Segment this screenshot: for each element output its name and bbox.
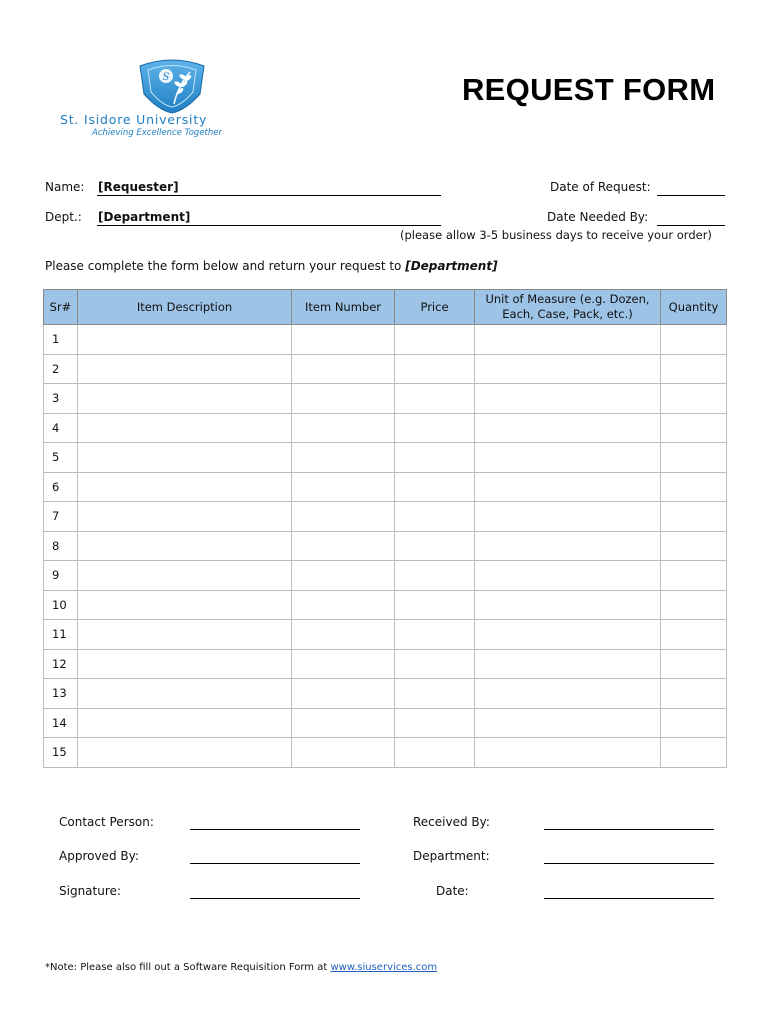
date-needed-label: Date Needed By: [547,210,649,224]
item-description-cell[interactable] [78,443,292,473]
item-description-cell[interactable] [78,325,292,355]
item-description-cell[interactable] [78,708,292,738]
dept-label: Dept.: [45,210,82,224]
price-cell[interactable] [395,590,475,620]
unit-of-measure-cell[interactable] [475,531,661,561]
unit-of-measure-cell[interactable] [475,502,661,532]
unit-of-measure-cell[interactable] [475,649,661,679]
footnote [45,962,437,973]
column-header-unit-of-measure: Unit of Measure (e.g. Dozen, Each, Case, Pack, etc.) [475,290,661,325]
sr-cell: 13 [44,679,78,709]
column-header-price: Price [395,290,475,325]
item-number-cell[interactable] [292,531,395,561]
column-header-item-description: Item Description [78,290,292,325]
date-of-request-label: Date of Request: [550,180,651,194]
item-number-cell[interactable] [292,384,395,414]
sr-cell: 8 [44,531,78,561]
item-number-cell[interactable] [292,561,395,591]
price-cell[interactable] [395,708,475,738]
table-row [44,590,727,620]
item-description-cell[interactable] [78,502,292,532]
sr-cell: 9 [44,561,78,591]
item-number-cell[interactable] [292,708,395,738]
approved-by-label: Approved By: [59,849,139,863]
date-of-request-field[interactable] [657,195,725,196]
received-by-field[interactable] [544,829,714,830]
price-cell[interactable] [395,561,475,591]
item-number-cell[interactable] [292,325,395,355]
item-number-cell[interactable] [292,738,395,768]
quantity-cell[interactable] [661,738,727,768]
item-description-cell[interactable] [78,620,292,650]
unit-of-measure-cell[interactable] [475,620,661,650]
table-row [44,708,727,738]
quantity-cell[interactable] [661,413,727,443]
contact-person-field[interactable] [190,829,360,830]
price-cell[interactable] [395,649,475,679]
table-row [44,561,727,591]
quantity-cell[interactable] [661,443,727,473]
business-days-note: (please allow 3-5 business days to receive your order) [400,228,712,242]
sr-cell: 5 [44,443,78,473]
quantity-cell[interactable] [661,679,727,709]
sr-cell: 15 [44,738,78,768]
quantity-cell[interactable] [661,354,727,384]
quantity-cell[interactable] [661,531,727,561]
sr-cell: 4 [44,413,78,443]
table-row [44,413,727,443]
table-row [44,620,727,650]
contact-person-label: Contact Person: [59,815,154,829]
department-label: Department: [413,849,490,863]
sr-cell: 14 [44,708,78,738]
table-row [44,502,727,532]
university-tagline: Achieving Excellence Together [92,128,223,138]
unit-of-measure-cell[interactable] [475,708,661,738]
item-description-cell[interactable] [78,561,292,591]
dept-field[interactable]: [Department] [98,210,191,224]
price-cell[interactable] [395,413,475,443]
signature-label: Signature: [59,884,121,898]
quantity-cell[interactable] [661,620,727,650]
dept-underline [97,225,441,226]
quantity-cell[interactable] [661,708,727,738]
item-number-cell[interactable] [292,354,395,384]
item-number-cell[interactable] [292,502,395,532]
item-description-cell[interactable] [78,531,292,561]
table-row [44,472,727,502]
quantity-cell[interactable] [661,561,727,591]
sr-cell: 10 [44,590,78,620]
date-needed-field[interactable] [657,225,725,226]
sr-cell: 7 [44,502,78,532]
unit-of-measure-cell[interactable] [475,325,661,355]
table-row [44,531,727,561]
instruction-target: [Department] [405,259,498,273]
sr-cell: 12 [44,649,78,679]
item-number-cell[interactable] [292,620,395,650]
footnote-text: *Note: Please also fill out a Software Requisition Form at [45,962,331,973]
unit-of-measure-cell[interactable] [475,590,661,620]
item-description-cell[interactable] [78,590,292,620]
table-row [44,325,727,355]
price-cell[interactable] [395,620,475,650]
department-field[interactable] [544,863,714,864]
shield-icon [134,56,210,114]
item-description-cell[interactable] [78,413,292,443]
sr-cell: 2 [44,354,78,384]
unit-of-measure-cell[interactable] [475,443,661,473]
table-row [44,679,727,709]
sr-cell: 3 [44,384,78,414]
date-label: Date: [436,884,469,898]
quantity-cell[interactable] [661,325,727,355]
price-cell[interactable] [395,738,475,768]
instruction-text [45,259,498,273]
table-row [44,354,727,384]
sr-cell: 11 [44,620,78,650]
price-cell[interactable] [395,354,475,384]
quantity-cell[interactable] [661,590,727,620]
signature-field[interactable] [190,898,360,899]
column-header-item-number: Item Number [292,290,395,325]
item-number-cell[interactable] [292,413,395,443]
approved-by-field[interactable] [190,863,360,864]
received-by-label: Received By: [413,815,490,829]
table-row [44,649,727,679]
item-number-cell[interactable] [292,443,395,473]
quantity-cell[interactable] [661,472,727,502]
item-description-cell[interactable] [78,649,292,679]
item-description-cell[interactable] [78,472,292,502]
item-number-cell[interactable] [292,472,395,502]
table-row [44,384,727,414]
siuservices-link[interactable]: www.siuservices.com [330,962,438,973]
table-header-row [44,290,727,325]
price-cell[interactable] [395,472,475,502]
price-cell[interactable] [395,443,475,473]
price-cell[interactable] [395,502,475,532]
item-description-cell[interactable] [78,679,292,709]
quantity-cell[interactable] [661,502,727,532]
name-label: Name: [45,180,85,194]
unit-of-measure-cell[interactable] [475,561,661,591]
name-underline [97,195,441,196]
unit-of-measure-cell[interactable] [475,679,661,709]
quantity-cell[interactable] [661,384,727,414]
sr-cell: 1 [44,325,78,355]
item-number-cell[interactable] [292,590,395,620]
column-header-sr: Sr# [44,290,78,325]
page-title: REQUEST FORM [462,72,716,107]
price-cell[interactable] [395,531,475,561]
price-cell[interactable] [395,679,475,709]
date-field[interactable] [544,898,714,899]
unit-of-measure-cell[interactable] [475,413,661,443]
table-row [44,443,727,473]
quantity-cell[interactable] [661,649,727,679]
name-field[interactable]: [Requester] [98,180,179,194]
items-table [43,289,727,768]
unit-of-measure-cell[interactable] [475,354,661,384]
table-row [44,738,727,768]
unit-of-measure-cell[interactable] [475,472,661,502]
item-description-cell[interactable] [78,384,292,414]
instruction-body: Please complete the form below and return your request to [45,259,406,273]
university-logo [60,52,280,142]
price-cell[interactable] [395,384,475,414]
university-name: St. Isidore University [60,112,208,127]
sr-cell: 6 [44,472,78,502]
price-cell[interactable] [395,325,475,355]
unit-of-measure-cell[interactable] [475,384,661,414]
item-description-cell[interactable] [78,354,292,384]
column-header-quantity: Quantity [661,290,727,325]
item-number-cell[interactable] [292,649,395,679]
logo-letter: S [162,72,170,83]
unit-of-measure-cell[interactable] [475,738,661,768]
item-description-cell[interactable] [78,738,292,768]
item-number-cell[interactable] [292,679,395,709]
